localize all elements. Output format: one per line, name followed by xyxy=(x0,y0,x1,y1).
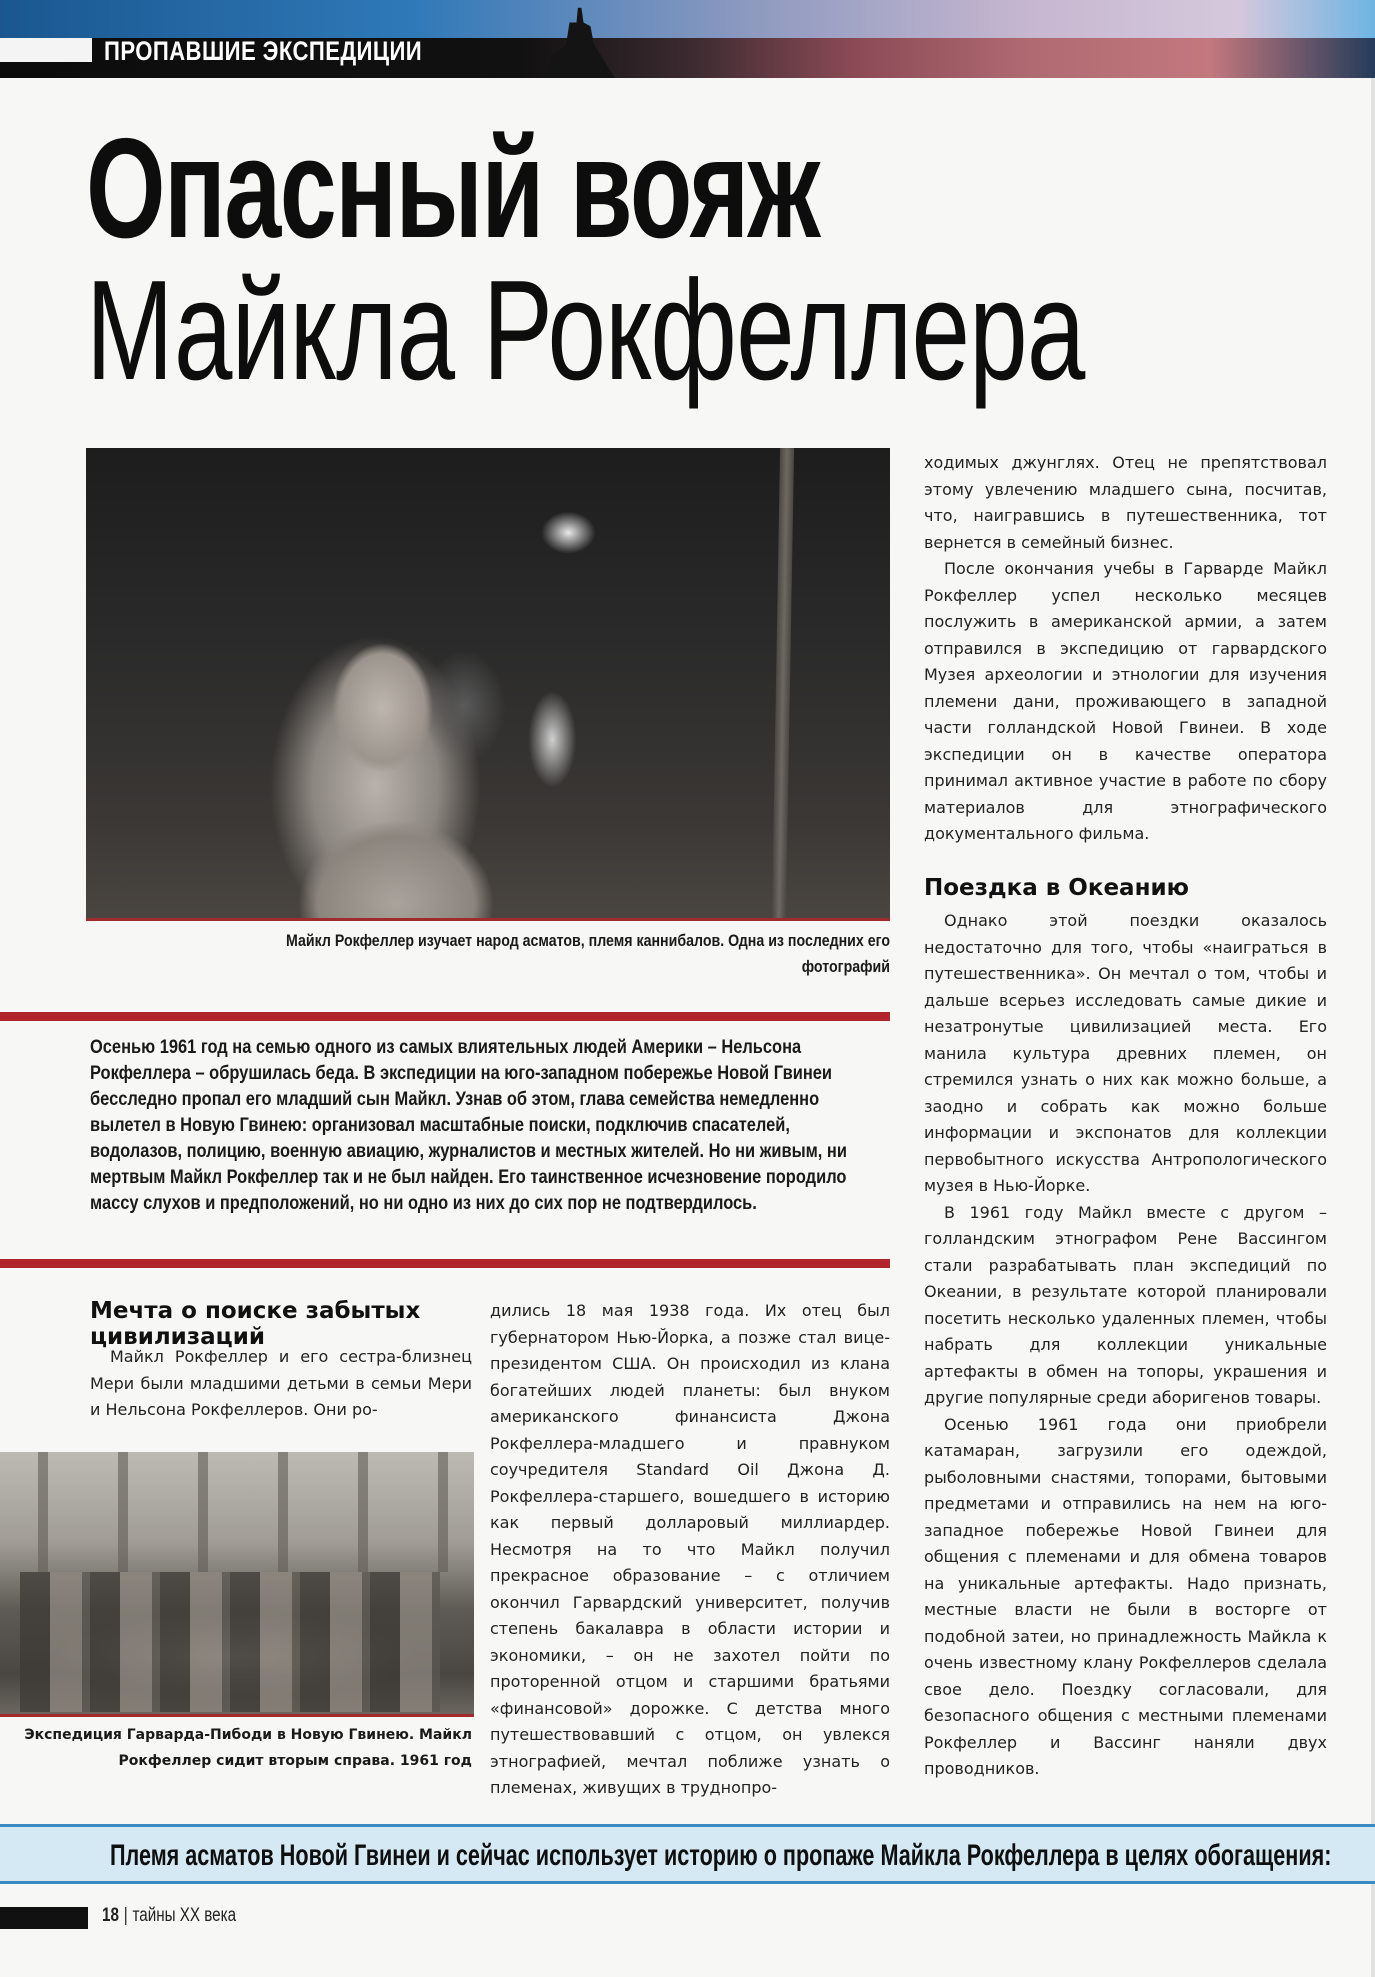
teaser-text: Племя асматов Новой Гвинеи и сейчас использует историю о пропаже Майкла Рокфеллера в целях обогащения: xyxy=(110,1839,1332,1872)
photo-spear xyxy=(772,448,794,918)
banner-sky xyxy=(0,0,1375,38)
teaser-band xyxy=(0,1824,1375,1884)
photo-subject xyxy=(261,618,531,918)
footer-separator: | xyxy=(123,1905,128,1926)
page-number: 18 xyxy=(102,1905,119,1926)
body-column-1 xyxy=(90,1344,472,1424)
section-header-banner xyxy=(0,0,1375,78)
section-heading-oceania: Поездка в Океанию xyxy=(924,875,1189,901)
group-photo-caption: Экспедиция Гарварда-Пибоди в Новую Гвинею. Майкл Рокфеллер сидит вторым справа. 1961 год xyxy=(24,1727,472,1769)
section-label: ПРОПАВШИЕ ЭКСПЕДИЦИИ xyxy=(104,36,423,66)
article-title-line-1: Опасный вояж xyxy=(86,109,819,268)
body-paragraph: дились 18 мая 1938 года. Их отец был губернатором Нью-Йорка, а позже стал вице-президентом США. Он происходил из клана богатейших людей планеты: был внуком американского финансиста Джона Рокфеллера-младшего и правнуком соучредителя Standard Oil Джона Д. Рокфеллера-старшего, вошедшего в историю как первый долларовый миллиардер. Несмотря на то что Майкл получил прекрасное образование – с отличием окончил Гарвардский университет, получив степень бакалавра в области истории и экономики, – он не захотел пойти по проторенной отцом и старшими братьями «финансовой» дорожке. С детства много путешествовавший с отцом, он увлекся этнографией, мечтал поближе узнать о племенах, живущих в труднопро- xyxy=(490,1301,890,1797)
page-footer xyxy=(102,1905,236,1927)
body-paragraph: После окончания учебы в Гарварде Майкл Рокфеллер успел несколько месяцев послужить в американской армии, а затем отправился в экспедицию от гарвардского Музея археологии и этнологии для изучения племени дани, проживающего в западной части голландской Новой Гвинеи. В ходе экспедиции он в качестве оператора принимал активное участие в работе по сбору материалов для этнографического документального фильма. xyxy=(924,559,1327,843)
magazine-name: тайны XX века xyxy=(132,1905,237,1926)
lead-rule-top xyxy=(0,1012,890,1021)
body-column-2 xyxy=(490,1298,890,1802)
body-paragraph: Осенью 1961 года они приобрели катамаран, загрузили его одеждой, рыболовными снастями, топорами, бытовыми предметами и отправились на нем на юго-западное побережье Новой Гвинеи для общения с племенами и для обмена товаров на уникальные артефакты. Надо признать, местные власти не были в восторге от подобной затеи, но принадлежность Майкла к очень известному клану Рокфеллеров сделала свое дело. Поездку согласовали, для безопасного общения с местными племенами Рокфеллер и Вассинг наняли двух проводников. xyxy=(924,1414,1327,1778)
body-column-3-bottom xyxy=(924,908,1327,1783)
section-heading-dream: Мечта о поиске забытых цивилизаций xyxy=(90,1298,421,1350)
main-photo-rockefeller-asmat xyxy=(86,448,890,921)
main-photo-caption: Майкл Рокфеллер изучает народ асматов, племя каннибалов. Одна из последних его фотографий xyxy=(286,932,890,976)
expedition-group-photo xyxy=(0,1452,474,1717)
body-paragraph: ходимых джунглях. Отец не препятствовал этому увлечению младшего сына, посчитав, что, наигравшись в путешественника, тот вернется в семейный бизнес. xyxy=(924,453,1327,552)
photo-trees xyxy=(0,1452,474,1572)
lead-paragraph: Осенью 1961 год на семью одного из самых влиятельных людей Америки – Нельсона Рокфеллера – обрушилась беда. В экспедиции на юго-западном побережье Новой Гвинеи бесследно пропал его младший сын Майкл. Узнав об этом, глава семейства немедленно вылетел в Новую Гвинею: организовал масштабные поиски, подключив спасателей, водолазов, полицию, военную авиацию, журналистов и местных жителей. Но ни живым, ни мертвым Майкл Рокфеллер так и не был найден. Его таинственное исчезновение породило массу слухов и предположений, но ни одно из них до сих пор не подтвердилось. xyxy=(90,1037,847,1214)
body-paragraph: Однако этой поездки оказалось недостаточно для того, чтобы «наиграться в путешественника». Он мечтал о том, чтобы и дальше всерьез исследовать самые дикие и незатронутые цивилизацией места. Его манила культура древних племен, он стремился узнать о них как можно больше, а заодно и собрать как можно больше информации и экспонатов для коллекции первобытного искусства Антропологического музея в Нью-Йорке. xyxy=(924,911,1327,1195)
photo-group-row xyxy=(20,1572,440,1712)
body-paragraph: В 1961 году Майкл вместе с другом – голландским этнографом Рене Вассингом стали разрабатывать план экспедиций по Океании, в результате которой планировали посетить несколько удаленных племен, чтобы набрать для коллекции уникальные артефакты в обмен на топоры, украшения и другие популярные среди аборигенов товары. xyxy=(924,1202,1327,1407)
body-paragraph: Майкл Рокфеллер и его сестра-близнец Мери были младшими детьми в семьи Мери и Нельсона Рокфеллеров. Они ро- xyxy=(90,1347,472,1419)
footer-marker xyxy=(0,1907,88,1929)
article-title-line-2: Майкла Рокфеллера xyxy=(86,251,1085,410)
page-edge xyxy=(1371,78,1375,1977)
section-tab-marker xyxy=(0,38,92,62)
lead-rule-bottom xyxy=(0,1259,890,1268)
body-column-3-top xyxy=(924,450,1327,848)
